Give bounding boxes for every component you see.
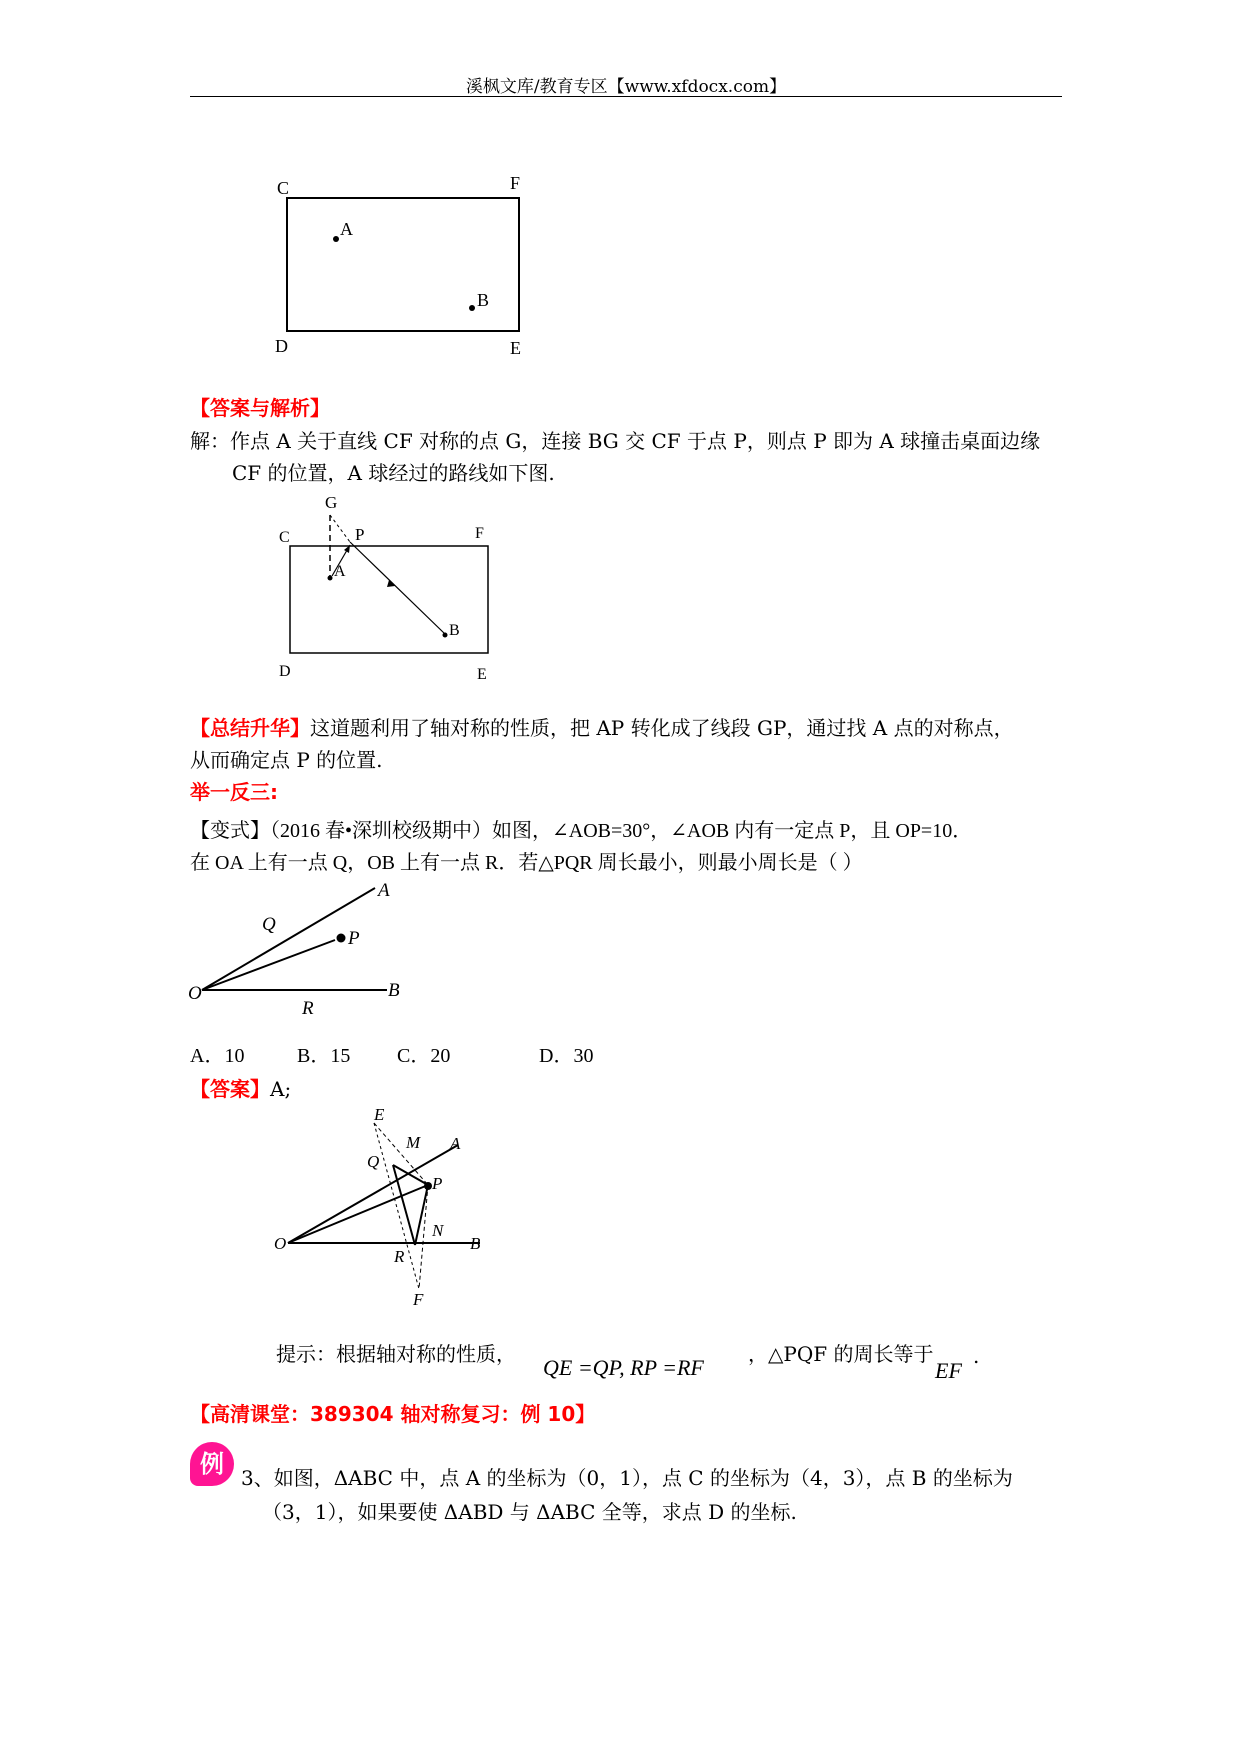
label-q: Q	[367, 1152, 380, 1171]
label-r: R	[394, 1247, 405, 1266]
answer-line-2: CF 的位置，A 球经过的路线如下图.	[232, 461, 555, 485]
label-e: E	[510, 338, 521, 358]
figure-angle-aob	[185, 878, 415, 1018]
practice-line-1	[190, 815, 972, 847]
label-p: P	[432, 1174, 443, 1193]
course-title: 【高清课堂：389304 轴对称复习：例 10】	[190, 1402, 596, 1426]
label-p: P	[355, 525, 365, 544]
segment-rp	[415, 1185, 428, 1245]
summary-title: 【总结升华】	[190, 716, 310, 740]
header-rule	[190, 96, 1062, 97]
hint-prefix: 提示：根据轴对称的性质，	[276, 1342, 516, 1366]
point-a	[328, 576, 333, 581]
option-d: D．30	[539, 1045, 594, 1067]
answer-2-title: 【答案】	[190, 1077, 270, 1101]
label-a: A	[340, 219, 353, 239]
label-c: C	[277, 178, 290, 198]
figure-reflection-path	[265, 490, 505, 685]
label-b: B	[470, 1234, 481, 1253]
example-line-2: （3，1），如果要使 ΔABD 与 ΔABC 全等，求点 D 的坐标.	[262, 1500, 797, 1524]
label-o: O	[274, 1234, 287, 1253]
rectangle-cfed	[287, 198, 519, 331]
page-header: 溪枫文库/教育专区【www.xfdocx.com】	[465, 77, 787, 97]
hint-middle: ，△PQF 的周长等于	[748, 1342, 934, 1366]
label-m: M	[406, 1133, 421, 1152]
dashed-gp	[330, 515, 350, 542]
label-q: Q	[262, 914, 276, 935]
variant-label: 【变式】	[190, 820, 270, 842]
label-c: C	[279, 529, 290, 546]
answer-2-value: A;	[270, 1077, 292, 1101]
option-b: B．15	[297, 1045, 351, 1067]
label-g: G	[325, 493, 338, 512]
summary-text-1: 这道题利用了轴对称的性质，把 AP 转化成了线段 GP，通过找 A 点的对称点，	[310, 716, 1014, 740]
hint-formula: QE =QP, RP =RF	[543, 1355, 704, 1380]
label-e: E	[477, 666, 487, 683]
label-b: B	[388, 980, 400, 1001]
summary-line-1	[190, 712, 1014, 744]
answer-line-1: 解：作点 A 关于直线 CF 对称的点 G，连接 BG 交 CF 于点 P，则点 P 即为 A 球撞击桌面边缘	[190, 429, 1041, 453]
point-p	[337, 934, 346, 943]
label-e: E	[374, 1105, 385, 1124]
summary-line-2: 从而确定点 P 的位置.	[190, 748, 383, 772]
label-d: D	[275, 336, 288, 356]
practice-text-1: （2016 春•深圳校级期中）如图，∠AOB=30°，∠AOB 内有一定点 P，且 OP=10．	[270, 820, 973, 842]
label-b: B	[477, 290, 490, 310]
label-a: A	[450, 1134, 461, 1153]
figure-solution-ef	[270, 1105, 500, 1315]
path-pb	[350, 542, 445, 634]
answer-2	[190, 1073, 291, 1105]
point-a	[333, 236, 339, 242]
example-badge: 例	[190, 1442, 234, 1486]
label-a: A	[378, 880, 390, 901]
point-b	[443, 633, 448, 638]
point-p	[424, 1182, 432, 1190]
figure-rectangle-ab	[260, 165, 540, 365]
label-o: O	[188, 983, 202, 1004]
segment-op	[202, 940, 335, 990]
option-a: A．10	[190, 1045, 245, 1067]
label-a: A	[334, 563, 346, 580]
example-line-1: 3、如图，ΔABC 中，点 A 的坐标为（0，1），点 C 的坐标为（4，3），点 B 的坐标为	[241, 1466, 1013, 1490]
label-d: D	[279, 663, 291, 680]
practice-title: 举一反三:	[190, 780, 278, 804]
answer-analysis-title: 【答案与解析】	[190, 396, 330, 420]
label-r: R	[302, 998, 314, 1018]
label-f: F	[510, 173, 521, 193]
hint-ef: EF	[935, 1358, 962, 1383]
hint-end: .	[973, 1344, 980, 1368]
practice-line-2: 在 OA 上有一点 Q，OB 上有一点 R．若△PQR 周长最小，则最小周长是（ ）	[190, 852, 863, 874]
label-f: F	[413, 1290, 424, 1309]
label-p: P	[348, 928, 360, 949]
point-b	[469, 305, 475, 311]
option-c: C．20	[397, 1045, 451, 1067]
label-b: B	[449, 622, 460, 639]
label-f: F	[475, 525, 484, 542]
label-n: N	[432, 1221, 444, 1240]
dashed-pf	[419, 1185, 428, 1289]
